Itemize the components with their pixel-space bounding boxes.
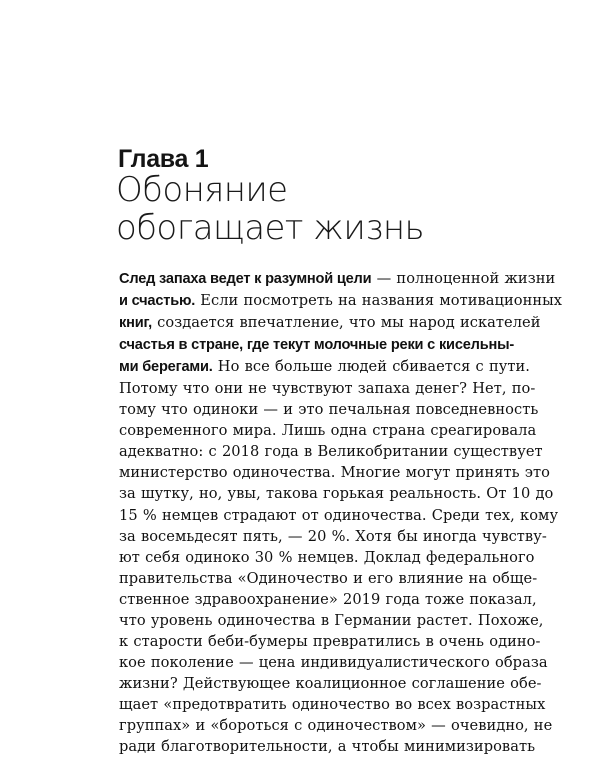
body-text: щает «предотвратить одиночество во всех возрастных bbox=[119, 695, 546, 713]
text-line bbox=[119, 378, 536, 399]
text-line bbox=[119, 526, 547, 547]
text-line bbox=[119, 290, 563, 312]
body-text: создается впечатление, что мы народ искателей bbox=[151, 314, 541, 332]
body-text: жизни? Действующее коалиционное соглашение обе- bbox=[119, 674, 542, 692]
text-line bbox=[119, 334, 515, 356]
text-line bbox=[119, 462, 550, 483]
lead-text: книг, bbox=[119, 315, 152, 332]
body-text: — полноценной жизни bbox=[371, 270, 556, 287]
text-line bbox=[119, 694, 546, 715]
body-text: Если посмотреть на названия мотивационных bbox=[195, 292, 563, 310]
text-line bbox=[119, 399, 539, 420]
body-text: 15 % немцев страдают от одиночества. Среди тех, кому bbox=[119, 506, 559, 524]
body-text: тому что одиноки — и это печальная повседневность bbox=[119, 401, 539, 419]
text-line bbox=[119, 483, 554, 504]
text-line bbox=[119, 736, 536, 757]
body-text: правительства «Одиночество и его влияние на обще- bbox=[119, 569, 538, 587]
body-text: к старости беби-бумеры превратились в очень одино- bbox=[119, 632, 541, 650]
text-line bbox=[119, 547, 535, 568]
body-text: министерство одиночества. Многие могут принять это bbox=[119, 464, 550, 482]
chapter-title bbox=[116, 171, 424, 247]
text-line bbox=[119, 568, 538, 589]
text-line bbox=[119, 505, 559, 526]
body-text: группах» и «бороться с одиночеством» — очевидно, не bbox=[119, 716, 553, 734]
body-text: ют себя одиноко 30 % немцев. Доклад федерального bbox=[119, 548, 535, 566]
body-text: ради благотворительности, а чтобы минимизировать bbox=[119, 738, 536, 756]
text-line bbox=[119, 610, 544, 631]
body-text: Но все больше людей сбивается с пути. bbox=[212, 358, 530, 376]
body-text: что уровень одиночества в Германии растет. Похоже, bbox=[119, 611, 544, 629]
lead-text: счастья в стране, где текут молочные реки с кисельны- bbox=[119, 337, 515, 354]
lead-text: и счастью. bbox=[119, 293, 196, 310]
chapter-title-line: обогащает жизнь bbox=[116, 208, 424, 248]
text-line bbox=[119, 356, 530, 378]
body-text: за восемьдесят пять, — 20 %. Хотя бы иногда чувству- bbox=[119, 527, 547, 545]
text-line bbox=[119, 673, 542, 694]
body-text: Потому что они не чувствуют запаха денег? Нет, по- bbox=[119, 380, 536, 398]
chapter-label: Глава 1 bbox=[118, 145, 209, 173]
text-line bbox=[119, 420, 537, 441]
lead-text: След запаха ведет к разумной цели bbox=[119, 271, 372, 287]
body-text: адекватно: с 2018 года в Великобритании существует bbox=[119, 443, 543, 461]
chapter-title-line: Обоняние bbox=[116, 170, 288, 210]
body-text: современного мира. Лишь одна страна среагировала bbox=[119, 422, 537, 440]
lead-text: ми берегами. bbox=[119, 359, 213, 376]
text-line bbox=[119, 652, 548, 673]
text-line bbox=[119, 715, 553, 736]
text-line bbox=[119, 631, 541, 652]
text-line bbox=[119, 441, 543, 462]
text-line bbox=[119, 312, 541, 334]
body-text: ственное здравоохранение» 2019 года тоже показал, bbox=[119, 590, 537, 608]
body-text: кое поколение — цена индивидуалистического образа bbox=[119, 653, 548, 671]
body-text: за шутку, но, увы, такова горькая реальность. От 10 до bbox=[119, 485, 554, 503]
text-line bbox=[119, 268, 556, 290]
text-line bbox=[119, 589, 537, 610]
body-paragraph bbox=[119, 268, 563, 757]
